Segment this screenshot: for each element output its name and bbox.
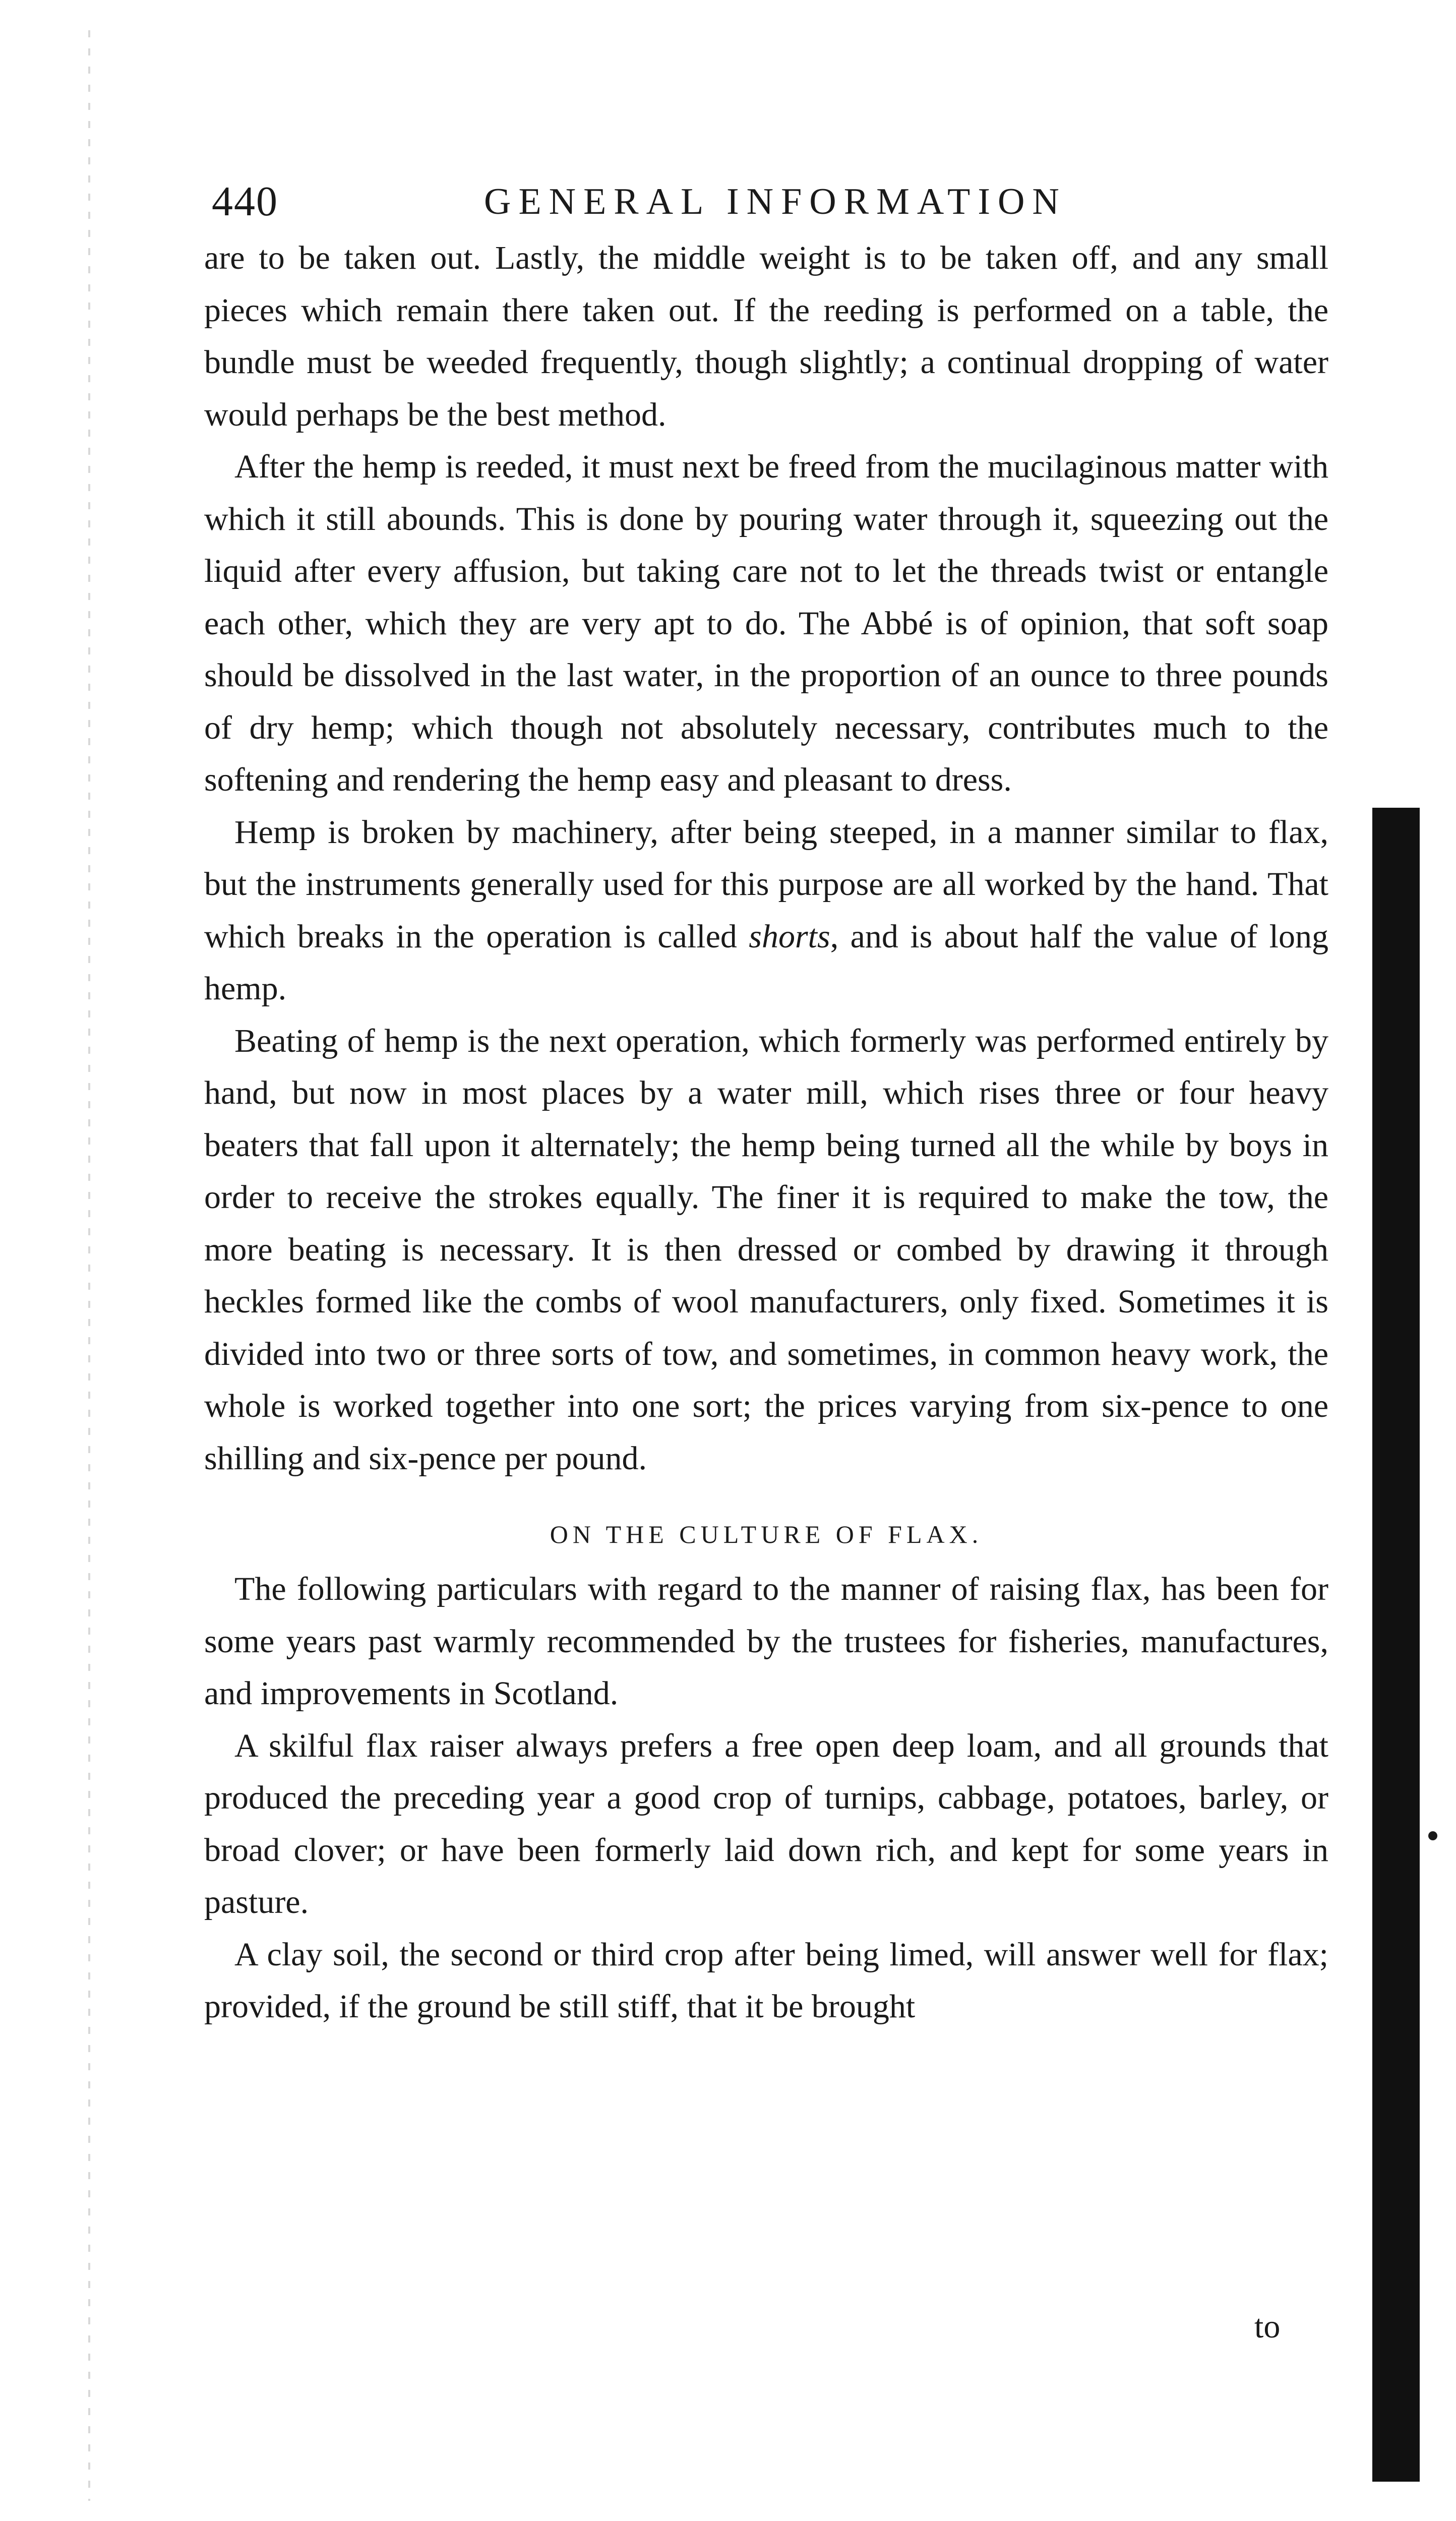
paragraph-flax-intro: The following particulars with regard to the manner of raising flax, has been for some years past warmly recommended by the trustees for fisheries, manufactures, and improvements in Scotland.: [204, 1571, 1328, 1712]
page-number: 440: [212, 178, 278, 225]
ink-blot-mark: [1428, 1831, 1437, 1840]
paragraph-mucilage: After the hemp is reeded, it must next be freed from the mucilaginous matter with which it still abounds. This is done by pouring water through it, squeezing out the liquid after every affusion, but taking care not to let the threads twist or entangle each other, which they are very apt to do. The Abbé is of opinion, that soft soap should be dissolved in the last water, in the proportion of an ounce to three pounds of dry hemp; which though not absolutely necessary, contributes much to the softening and rendering the hemp easy and pleasant to dress.: [204, 448, 1328, 798]
scan-edge-bar: [1372, 808, 1420, 2482]
paragraph-breaking-text: Hemp is broken by machinery, after being steeped, in a manner similar to flax, but the instruments generally used for this purpose are all worked by the hand. That which breaks in the operation is called: [204, 813, 1328, 955]
paragraph-breaking-text-end: , and is about half the value of long hemp.: [204, 918, 1328, 1007]
paragraph-flax-loam: A skilful flax raiser always prefers a free open deep loam, and all grounds that produced the preceding year a good crop of turnips, cabbage, potatoes, barley, or broad clover; or have been formerly laid down rich, and kept for some years in pasture.: [204, 1727, 1328, 1920]
paragraph-reeding-end: are to be taken out. Lastly, the middle weight is to be taken off, and any small pieces which remain there taken out. If the reeding is performed on a table, the bundle must be weeded frequently, though slightly; a continual dropping of water would perhaps be the best method.: [204, 239, 1328, 433]
paragraph-breaking: [204, 806, 1328, 1015]
page-edge-shadow: [88, 30, 90, 2501]
paragraph-flax-clay: A clay soil, the second or third crop after being limed, will answer well for flax; provided, if the ground be still stiff, that it be brought: [204, 1936, 1328, 2025]
body-text: [204, 232, 1328, 2033]
paragraph-beating: Beating of hemp is the next operation, which formerly was performed entirely by hand, but now in most places by a water mill, which rises three or four heavy beaters that fall upon it alternately; the hemp being turned all the while by boys in order to receive the strokes equally. The finer it is required to make the tow, the more beating is necessary. It is then dressed or combed by drawing it through heckles formed like the combs of wool manufacturers, only fixed. Sometimes it is divided into two or three sorts of tow, and sometimes, in common heavy work, the whole is worked together into one sort; the prices varying from six-pence to one shilling and six-pence per pound.: [204, 1022, 1328, 1477]
catchword: to: [1254, 2308, 1281, 2345]
running-title: GENERAL INFORMATION: [484, 181, 1067, 222]
term-shorts: shorts: [749, 918, 830, 955]
page-header: [212, 174, 1331, 229]
section-heading: ON THE CULTURE OF FLAX.: [550, 1520, 983, 1548]
